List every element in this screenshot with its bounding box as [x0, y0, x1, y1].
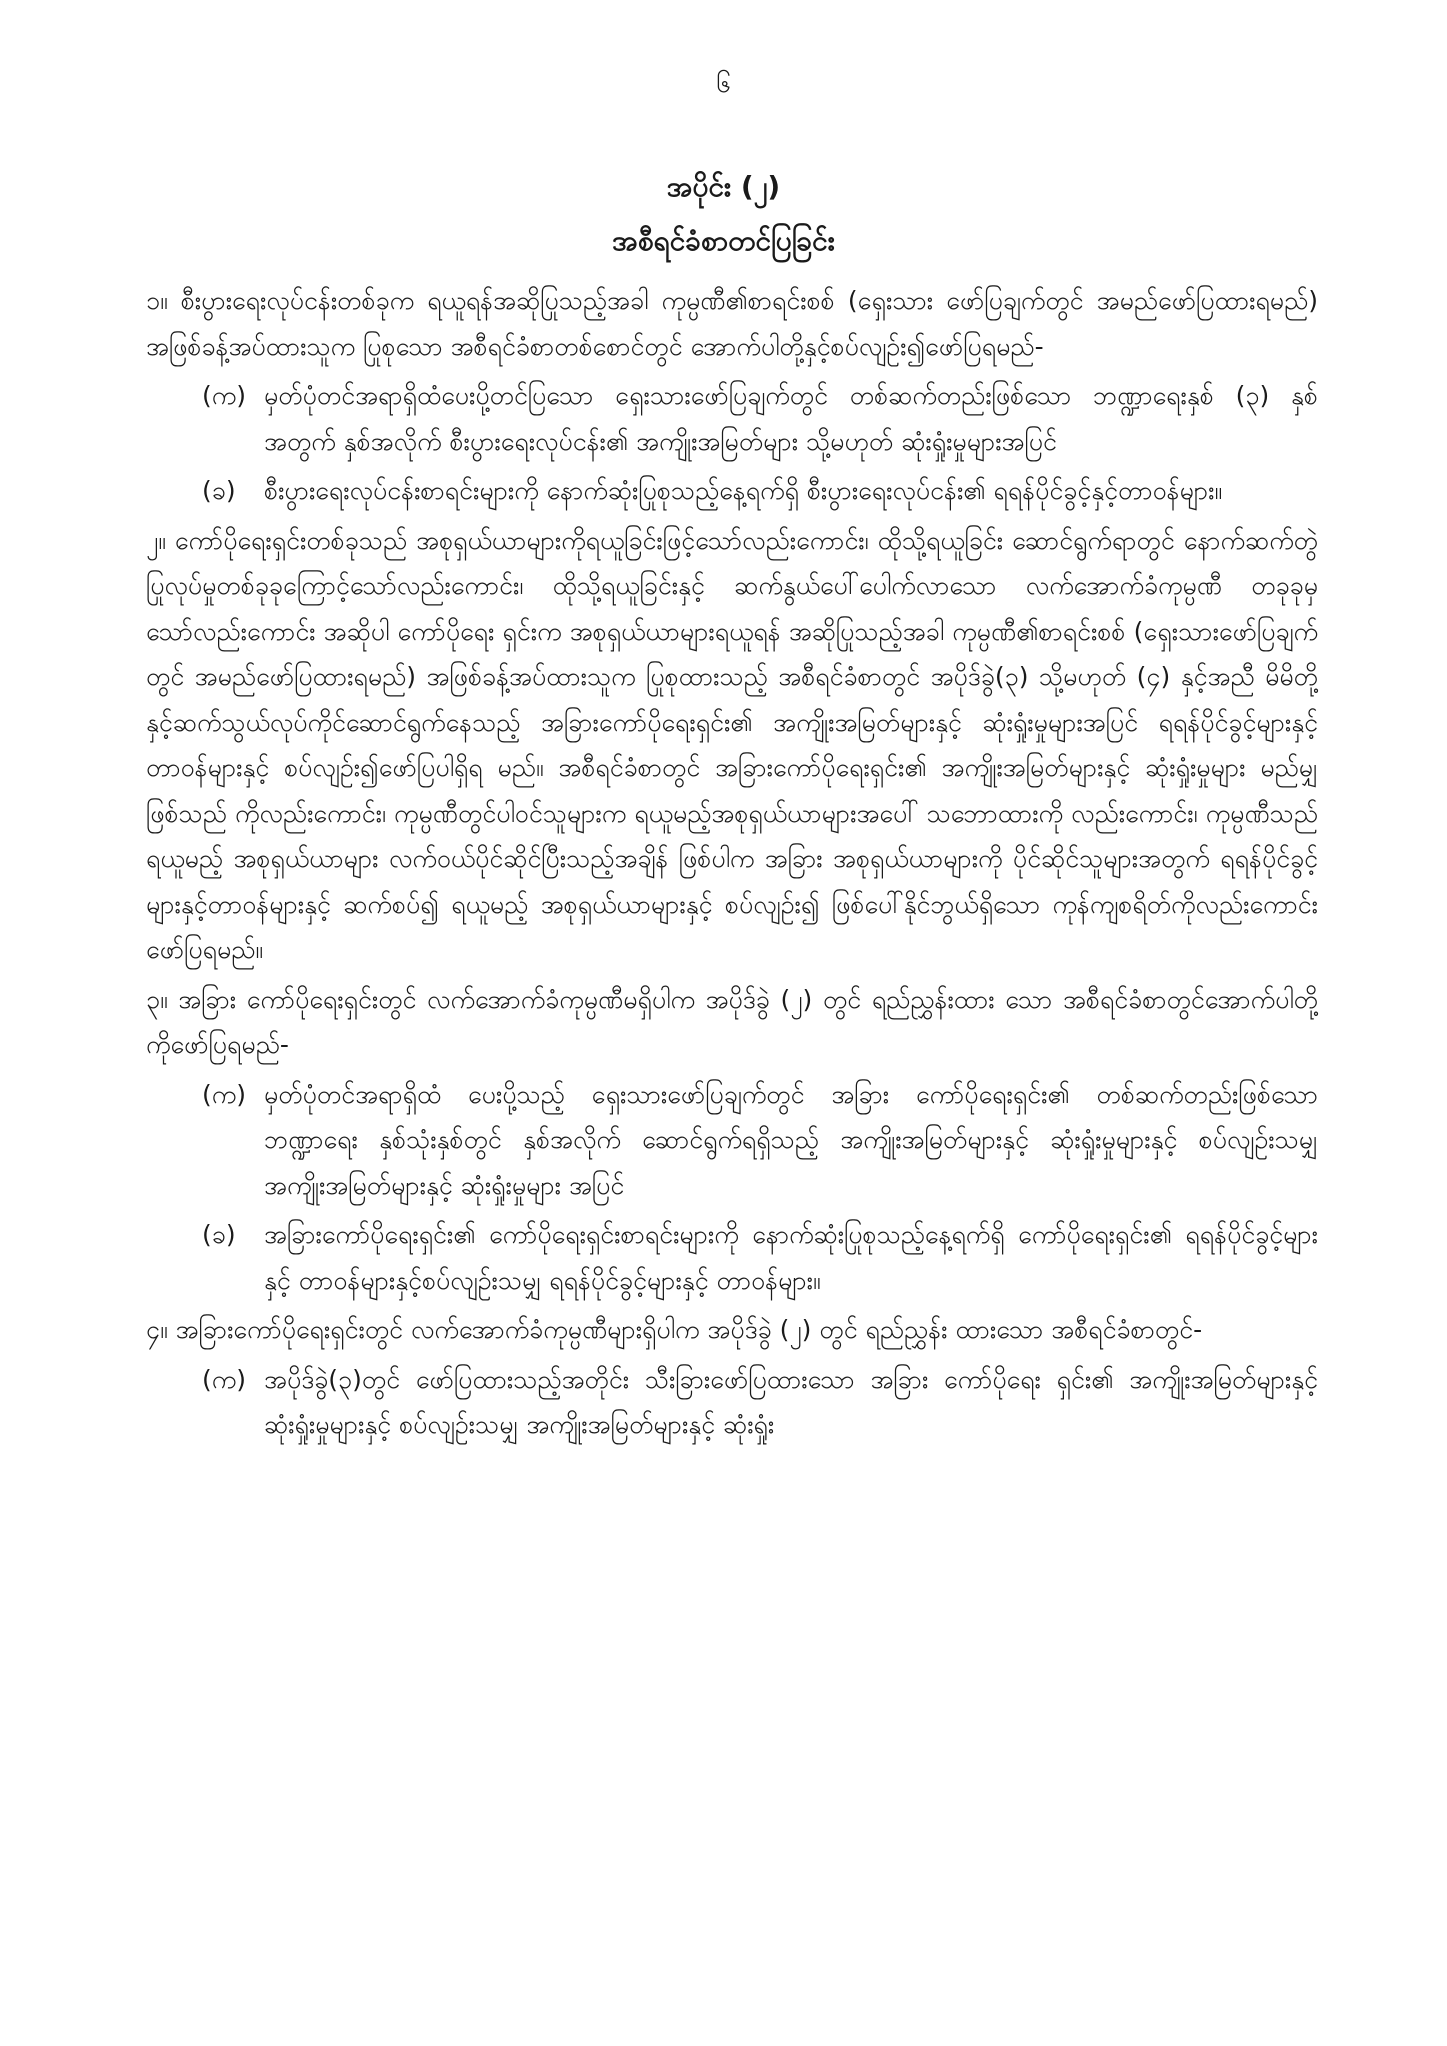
section-title: အစီရင်ခံစာတင်ပြခြင်း: [612, 224, 835, 257]
item-marker: (ခ): [202, 1220, 236, 1249]
item-marker: (ခ): [202, 476, 236, 505]
item-marker: (က): [202, 381, 246, 410]
item-text: အပိုဒ်ခွဲ(၃)တွင် ဖော်ပြထားသည့်အတိုင်း သီးခြားဖော်ပြထားသော အခြား ကော်ပိုရေး ရှင်း၏ အကျိုးအမြတ်များနှင့် ဆုံးရှုံးမှုများနှင့် စပ်လျဉ်းသမျှ အကျိုးအမြတ်များနှင့် ဆုံးရှုံး: [264, 1364, 1318, 1439]
sub-item: [202, 1212, 1318, 1303]
sub-item: [202, 1357, 1318, 1448]
item-text: စီးပွားရေးလုပ်ငန်းစာရင်းများကို နောက်ဆုံးပြုစုသည့်နေ့ရက်ရှိ စီးပွားရေးလုပ်ငန်း၏ ရရန်ပိုင်ခွင့်နှင့်တာဝန်များ။: [264, 476, 1223, 505]
paragraph-2: ၂။ ကော်ပိုရေးရှင်းတစ်ခုသည် အစုရှယ်ယာများကိုရယူခြင်းဖြင့်သော်လည်းကောင်း၊ ထိုသို့ရယူခြင်း ဆောင်ရွက်ရာတွင် နောက်ဆက်တွဲပြုလုပ်မှုတစ်ခုခုကြောင့်သော်လည်းကောင်း၊ ထိုသို့ရယူခြင်းနှင့် ဆက်နွယ်ပေါ်ပေါက်လာသော လက်အောက်ခံကုမ္ပဏီ တခုခုမှသော်လည်းကောင်း အဆိုပါ ကော်ပိုရေး ရှင်းက အစုရှယ်ယာများရယူရန် အဆိုပြုသည့်အခါ ကုမ္ပဏီ၏စာရင်းစစ် (ရှေးသားဖော်ပြချက်တွင် အမည်ဖော်ပြထားရမည်) အဖြစ်ခန့်အပ်ထားသူက ပြုစုထားသည့် အစီရင်ခံစာတွင် အပိုဒ်ခွဲ(၃) သို့မဟုတ် (၄) နှင့်အညီ မိမိတို့နှင့်ဆက်သွယ်လုပ်ကိုင်ဆောင်ရွက်နေသည့် အခြားကော်ပိုရေးရှင်း၏ အကျိုးအမြတ်များနှင့် ဆုံးရှုံးမှုများအပြင် ရရန်ပိုင်ခွင့်များနှင့်တာဝန်များနှင့် စပ်လျဉ်း၍ဖော်ပြပါရှိရ မည်။ အစီရင်ခံစာတွင် အခြားကော်ပိုရေးရှင်း၏ အကျိုးအမြတ်များနှင့် ဆုံးရှုံးမှုများ မည်မျှဖြစ်သည် ကိုလည်းကောင်း၊ ကုမ္ပဏီတွင်ပါဝင်သူများက ရယူမည့်အစုရှယ်ယာများအပေါ် သဘောထားကို လည်းကောင်း၊ ကုမ္ပဏီသည်ရယူမည့် အစုရှယ်ယာများ လက်ဝယ်ပိုင်ဆိုင်ပြီးသည့်အချိန် ဖြစ်ပါက အခြား အစုရှယ်ယာများကို ပိုင်ဆိုင်သူများအတွက် ရရန်ပိုင်ခွင့်များနှင့်တာဝန်များနှင့် ဆက်စပ်၍ ရယူမည့် အစုရှယ်ယာများနှင့် စပ်လျဉ်း၍ ဖြစ်ပေါ်နိုင်ဘွယ်ရှိသော ကုန်ကျစရိတ်ကိုလည်းကောင်း ဖော်ပြရမည်။: [146, 525, 1318, 964]
sub-item: [202, 468, 1318, 514]
paragraph-1: ၁။ စီးပွားရေးလုပ်ငန်းတစ်ခုက ရယူရန်အဆိုပြုသည့်အခါ ကုမ္ပဏီ၏စာရင်းစစ် (ရှေးသား ဖော်ပြချက်တွင် အမည်ဖော်ပြထားရမည်) အဖြစ်ခန့်အပ်ထားသူက ပြုစုသော အစီရင်ခံစာတစ်စောင်တွင် အောက်ပါတို့နှင့်စပ်လျဉ်း၍ဖော်ပြရမည်-: [146, 286, 1318, 361]
item-text: မှတ်ပုံတင်အရာရှိထံပေးပို့တင်ပြသော ရှေးသားဖော်ပြချက်တွင် တစ်ဆက်တည်းဖြစ်သော ဘဏ္ဍာရေးနှစ် (၃) နှစ်အတွက် နှစ်အလိုက် စီးပွားရေးလုပ်ငန်း၏ အကျိုးအမြတ်များ သို့မဟုတ် ဆုံးရှုံးမှုများအပြင်: [264, 381, 1318, 456]
document-body: [146, 278, 1318, 1452]
item-text: မှတ်ပုံတင်အရာရှိထံ ပေးပို့သည့် ရှေးသားဖော်ပြချက်တွင် အခြား ကော်ပိုရေးရှင်း၏ တစ်ဆက်တည်းဖြစ်သော ဘဏ္ဍာရေး နှစ်သုံးနှစ်တွင် နှစ်အလိုက် ဆောင်ရွက်ရရှိသည့် အကျိုးအမြတ်များနှင့် ဆုံးရှုံးမှုများနှင့် စပ်လျဉ်းသမျှ အကျိုးအမြတ်များနှင့် ဆုံးရှုံးမှုများ အပြင်: [264, 1079, 1318, 1200]
part-heading: အပိုင်း (၂): [666, 170, 781, 203]
item-marker: (က): [202, 1079, 246, 1109]
sub-item: [202, 1072, 1318, 1209]
sub-item: [202, 373, 1318, 464]
item-text: အခြားကော်ပိုရေးရှင်း၏ ကော်ပိုရေးရှင်းစာရင်းများကို နောက်ဆုံးပြုစုသည့်နေ့ရက်ရှိ ကော်ပိုရေးရှင်း၏ ရရန်ပိုင်ခွင့်များနှင့် တာဝန်များနှင့်စပ်လျဉ်းသမျှ ရရန်ပိုင်ခွင့်များနှင့် တာဝန်များ။: [264, 1220, 1318, 1295]
page-number: ၆: [716, 69, 731, 99]
paragraph-3: ၃။ အခြား ကော်ပိုရေးရှင်းတွင် လက်အောက်ခံကုမ္ပဏီမရှိပါက အပိုဒ်ခွဲ (၂) တွင် ရည်ညွှန်းထား သော အစီရင်ခံစာတွင်အောက်ပါတို့ကိုဖော်ပြရမည်-: [146, 984, 1318, 1059]
paragraph-4: ၄။ အခြားကော်ပိုရေးရှင်းတွင် လက်အောက်ခံကုမ္ပဏီများရှိပါက အပိုဒ်ခွဲ (၂) တွင် ရည်ညွှန်း ထားသော အစီရင်ခံစာတွင်-: [146, 1315, 1203, 1344]
item-marker: (က): [202, 1364, 246, 1394]
